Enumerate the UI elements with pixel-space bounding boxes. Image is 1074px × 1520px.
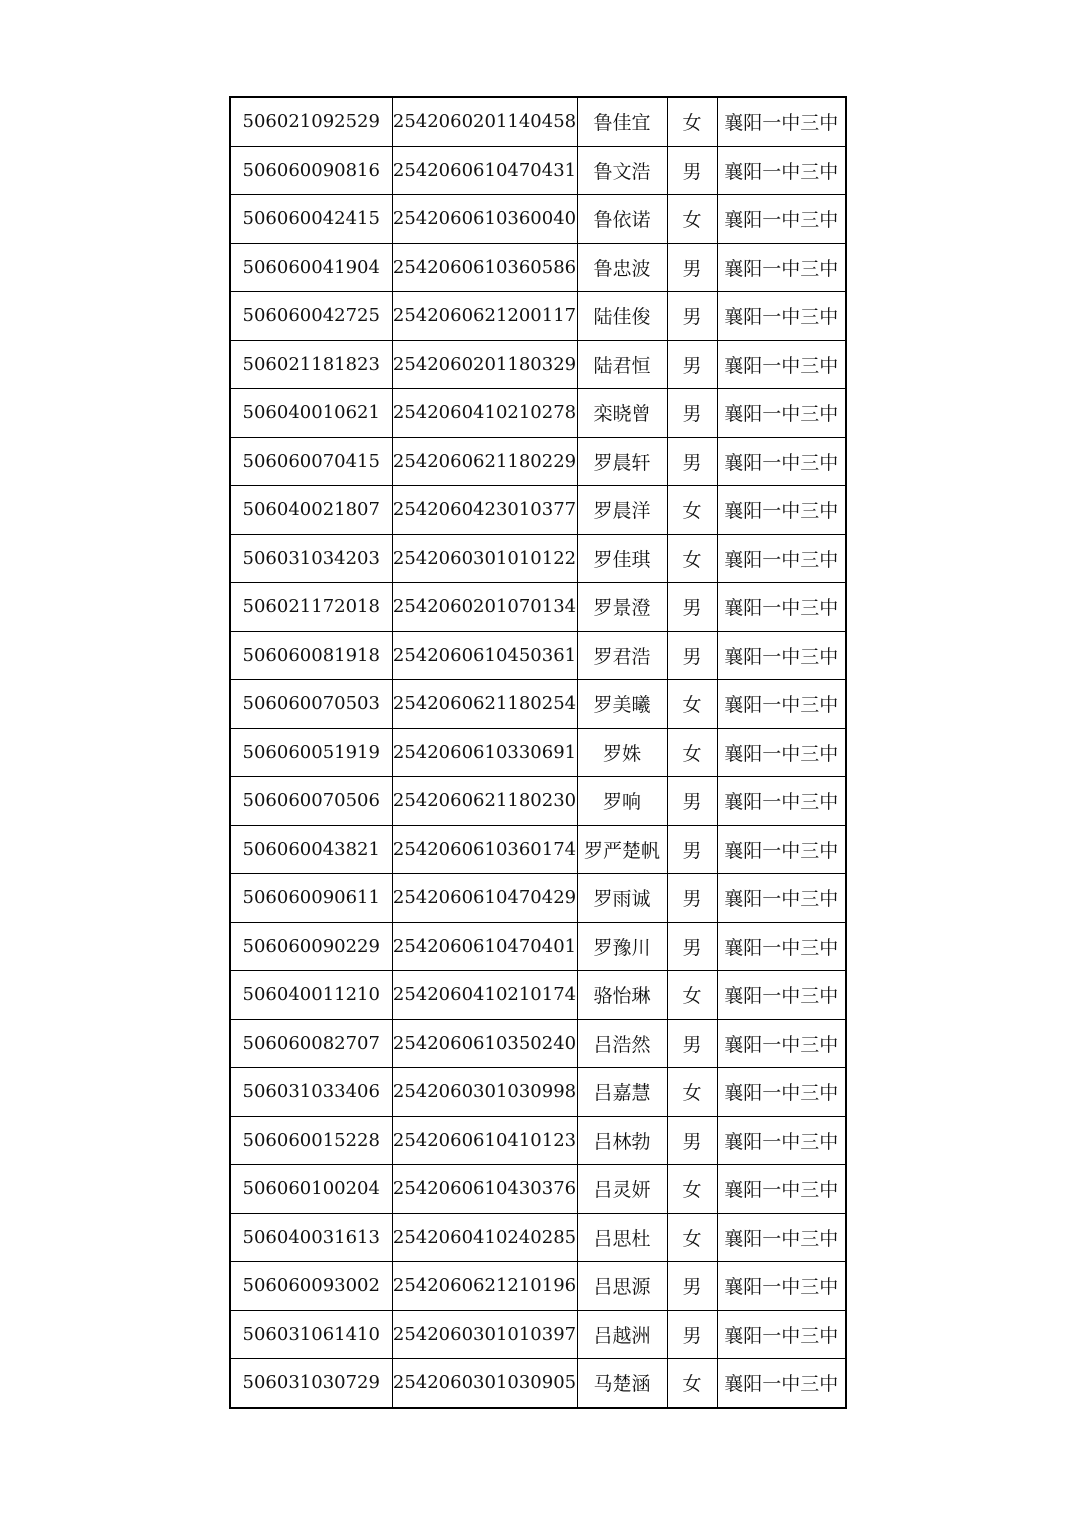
exam-number-cell: 506060093002 <box>230 1262 392 1311</box>
table-row <box>230 728 846 777</box>
school-cell: 襄阳一中三中 <box>717 97 846 146</box>
registration-number-cell: 2542060201180329 <box>392 340 577 389</box>
school-cell: 襄阳一中三中 <box>717 583 846 632</box>
gender-cell: 女 <box>667 1165 717 1214</box>
exam-number-cell: 506060081918 <box>230 631 392 680</box>
student-name-cell: 罗严楚帆 <box>577 825 667 874</box>
exam-number-cell: 506040031613 <box>230 1213 392 1262</box>
registration-number-cell: 2542060610330691 <box>392 728 577 777</box>
student-name-cell: 鲁佳宜 <box>577 97 667 146</box>
school-cell: 襄阳一中三中 <box>717 146 846 195</box>
student-name-cell: 罗君浩 <box>577 631 667 680</box>
student-name-cell: 吕林勃 <box>577 1116 667 1165</box>
exam-number-cell: 506060100204 <box>230 1165 392 1214</box>
gender-cell: 男 <box>667 583 717 632</box>
student-name-cell: 罗响 <box>577 777 667 826</box>
exam-number-cell: 506031034203 <box>230 534 392 583</box>
gender-cell: 女 <box>667 680 717 729</box>
table-row <box>230 389 846 438</box>
school-cell: 襄阳一中三中 <box>717 1213 846 1262</box>
exam-number-cell: 506040011210 <box>230 971 392 1020</box>
table-row <box>230 1262 846 1311</box>
table-row <box>230 874 846 923</box>
school-cell: 襄阳一中三中 <box>717 1262 846 1311</box>
gender-cell: 男 <box>667 340 717 389</box>
student-name-cell: 鲁依诺 <box>577 195 667 244</box>
school-cell: 襄阳一中三中 <box>717 243 846 292</box>
gender-cell: 男 <box>667 777 717 826</box>
table-row <box>230 777 846 826</box>
registration-number-cell: 2542060410210278 <box>392 389 577 438</box>
school-cell: 襄阳一中三中 <box>717 292 846 341</box>
school-cell: 襄阳一中三中 <box>717 1019 846 1068</box>
school-cell: 襄阳一中三中 <box>717 437 846 486</box>
registration-number-cell: 2542060301010122 <box>392 534 577 583</box>
gender-cell: 男 <box>667 1116 717 1165</box>
gender-cell: 女 <box>667 1068 717 1117</box>
student-name-cell: 骆怡琳 <box>577 971 667 1020</box>
gender-cell: 女 <box>667 97 717 146</box>
student-name-cell: 罗雨诚 <box>577 874 667 923</box>
school-cell: 襄阳一中三中 <box>717 1068 846 1117</box>
gender-cell: 女 <box>667 486 717 535</box>
student-name-cell: 罗景澄 <box>577 583 667 632</box>
student-name-cell: 罗美曦 <box>577 680 667 729</box>
exam-number-cell: 506021092529 <box>230 97 392 146</box>
registration-number-cell: 2542060610350240 <box>392 1019 577 1068</box>
school-cell: 襄阳一中三中 <box>717 340 846 389</box>
school-cell: 襄阳一中三中 <box>717 389 846 438</box>
exam-number-cell: 506060043821 <box>230 825 392 874</box>
table-row <box>230 146 846 195</box>
exam-number-cell: 506031030729 <box>230 1359 392 1408</box>
table-row <box>230 1359 846 1408</box>
registration-number-cell: 2542060610360586 <box>392 243 577 292</box>
student-name-cell: 鲁忠波 <box>577 243 667 292</box>
gender-cell: 男 <box>667 631 717 680</box>
gender-cell: 男 <box>667 389 717 438</box>
student-name-cell: 栾晓曾 <box>577 389 667 438</box>
gender-cell: 男 <box>667 243 717 292</box>
student-name-cell: 吕思杜 <box>577 1213 667 1262</box>
school-cell: 襄阳一中三中 <box>717 971 846 1020</box>
table-row <box>230 1310 846 1359</box>
student-name-cell: 吕浩然 <box>577 1019 667 1068</box>
exam-number-cell: 506060070506 <box>230 777 392 826</box>
table-row <box>230 922 846 971</box>
school-cell: 襄阳一中三中 <box>717 922 846 971</box>
school-cell: 襄阳一中三中 <box>717 1116 846 1165</box>
school-cell: 襄阳一中三中 <box>717 1359 846 1408</box>
registration-number-cell: 2542060610470429 <box>392 874 577 923</box>
exam-number-cell: 506060082707 <box>230 1019 392 1068</box>
table-row <box>230 1068 846 1117</box>
registration-number-cell: 2542060621210196 <box>392 1262 577 1311</box>
exam-number-cell: 506021172018 <box>230 583 392 632</box>
exam-number-cell: 506060070503 <box>230 680 392 729</box>
exam-number-cell: 506040010621 <box>230 389 392 438</box>
exam-number-cell: 506060042415 <box>230 195 392 244</box>
school-cell: 襄阳一中三中 <box>717 874 846 923</box>
exam-number-cell: 506060041904 <box>230 243 392 292</box>
school-cell: 襄阳一中三中 <box>717 825 846 874</box>
student-name-cell: 罗姝 <box>577 728 667 777</box>
exam-number-cell: 506060070415 <box>230 437 392 486</box>
gender-cell: 女 <box>667 971 717 1020</box>
gender-cell: 男 <box>667 874 717 923</box>
registration-number-cell: 2542060621180254 <box>392 680 577 729</box>
exam-number-cell: 506060042725 <box>230 292 392 341</box>
school-cell: 襄阳一中三中 <box>717 728 846 777</box>
school-cell: 襄阳一中三中 <box>717 1310 846 1359</box>
student-name-cell: 吕思源 <box>577 1262 667 1311</box>
registration-number-cell: 2542060610360040 <box>392 195 577 244</box>
table-row <box>230 1019 846 1068</box>
school-cell: 襄阳一中三中 <box>717 534 846 583</box>
table-row <box>230 583 846 632</box>
student-name-cell: 罗晨洋 <box>577 486 667 535</box>
registration-number-cell: 2542060610450361 <box>392 631 577 680</box>
school-cell: 襄阳一中三中 <box>717 777 846 826</box>
registration-number-cell: 2542060201140458 <box>392 97 577 146</box>
exam-number-cell: 506040021807 <box>230 486 392 535</box>
student-name-cell: 罗佳琪 <box>577 534 667 583</box>
table-row <box>230 1116 846 1165</box>
exam-number-cell: 506060015228 <box>230 1116 392 1165</box>
gender-cell: 男 <box>667 146 717 195</box>
table-row <box>230 1165 846 1214</box>
exam-number-cell: 506060090229 <box>230 922 392 971</box>
school-cell: 襄阳一中三中 <box>717 1165 846 1214</box>
table-row <box>230 195 846 244</box>
table-row <box>230 340 846 389</box>
roster-body <box>230 97 846 1408</box>
gender-cell: 女 <box>667 534 717 583</box>
student-name-cell: 罗豫川 <box>577 922 667 971</box>
registration-number-cell: 2542060610410123 <box>392 1116 577 1165</box>
exam-number-cell: 506060090816 <box>230 146 392 195</box>
registration-number-cell: 2542060621200117 <box>392 292 577 341</box>
student-name-cell: 吕嘉慧 <box>577 1068 667 1117</box>
gender-cell: 男 <box>667 1019 717 1068</box>
gender-cell: 女 <box>667 1359 717 1408</box>
school-cell: 襄阳一中三中 <box>717 195 846 244</box>
exam-number-cell: 506060090611 <box>230 874 392 923</box>
registration-number-cell: 2542060610470431 <box>392 146 577 195</box>
gender-cell: 男 <box>667 825 717 874</box>
table-row <box>230 631 846 680</box>
table-row <box>230 825 846 874</box>
registration-number-cell: 2542060301030998 <box>392 1068 577 1117</box>
student-name-cell: 陆佳俊 <box>577 292 667 341</box>
student-name-cell: 罗晨轩 <box>577 437 667 486</box>
student-name-cell: 吕越洲 <box>577 1310 667 1359</box>
registration-number-cell: 2542060610430376 <box>392 1165 577 1214</box>
table-row <box>230 292 846 341</box>
registration-number-cell: 2542060621180229 <box>392 437 577 486</box>
table-row <box>230 97 846 146</box>
gender-cell: 男 <box>667 292 717 341</box>
registration-number-cell: 2542060301010397 <box>392 1310 577 1359</box>
school-cell: 襄阳一中三中 <box>717 680 846 729</box>
exam-number-cell: 506060051919 <box>230 728 392 777</box>
table-row <box>230 486 846 535</box>
registration-number-cell: 2542060410240285 <box>392 1213 577 1262</box>
school-cell: 襄阳一中三中 <box>717 631 846 680</box>
student-name-cell: 吕灵妍 <box>577 1165 667 1214</box>
table-row <box>230 534 846 583</box>
gender-cell: 男 <box>667 1310 717 1359</box>
student-roster-table <box>229 96 847 1409</box>
student-name-cell: 陆君恒 <box>577 340 667 389</box>
school-cell: 襄阳一中三中 <box>717 486 846 535</box>
gender-cell: 男 <box>667 922 717 971</box>
exam-number-cell: 506031061410 <box>230 1310 392 1359</box>
registration-number-cell: 2542060610360174 <box>392 825 577 874</box>
registration-number-cell: 2542060201070134 <box>392 583 577 632</box>
registration-number-cell: 2542060423010377 <box>392 486 577 535</box>
table-row <box>230 680 846 729</box>
table-row <box>230 243 846 292</box>
registration-number-cell: 2542060301030905 <box>392 1359 577 1408</box>
registration-number-cell: 2542060410210174 <box>392 971 577 1020</box>
exam-number-cell: 506031033406 <box>230 1068 392 1117</box>
table-row <box>230 971 846 1020</box>
student-name-cell: 马楚涵 <box>577 1359 667 1408</box>
gender-cell: 女 <box>667 195 717 244</box>
gender-cell: 女 <box>667 728 717 777</box>
gender-cell: 男 <box>667 437 717 486</box>
registration-number-cell: 2542060621180230 <box>392 777 577 826</box>
student-name-cell: 鲁文浩 <box>577 146 667 195</box>
gender-cell: 女 <box>667 1213 717 1262</box>
table-row <box>230 1213 846 1262</box>
exam-number-cell: 506021181823 <box>230 340 392 389</box>
registration-number-cell: 2542060610470401 <box>392 922 577 971</box>
table-row <box>230 437 846 486</box>
gender-cell: 男 <box>667 1262 717 1311</box>
